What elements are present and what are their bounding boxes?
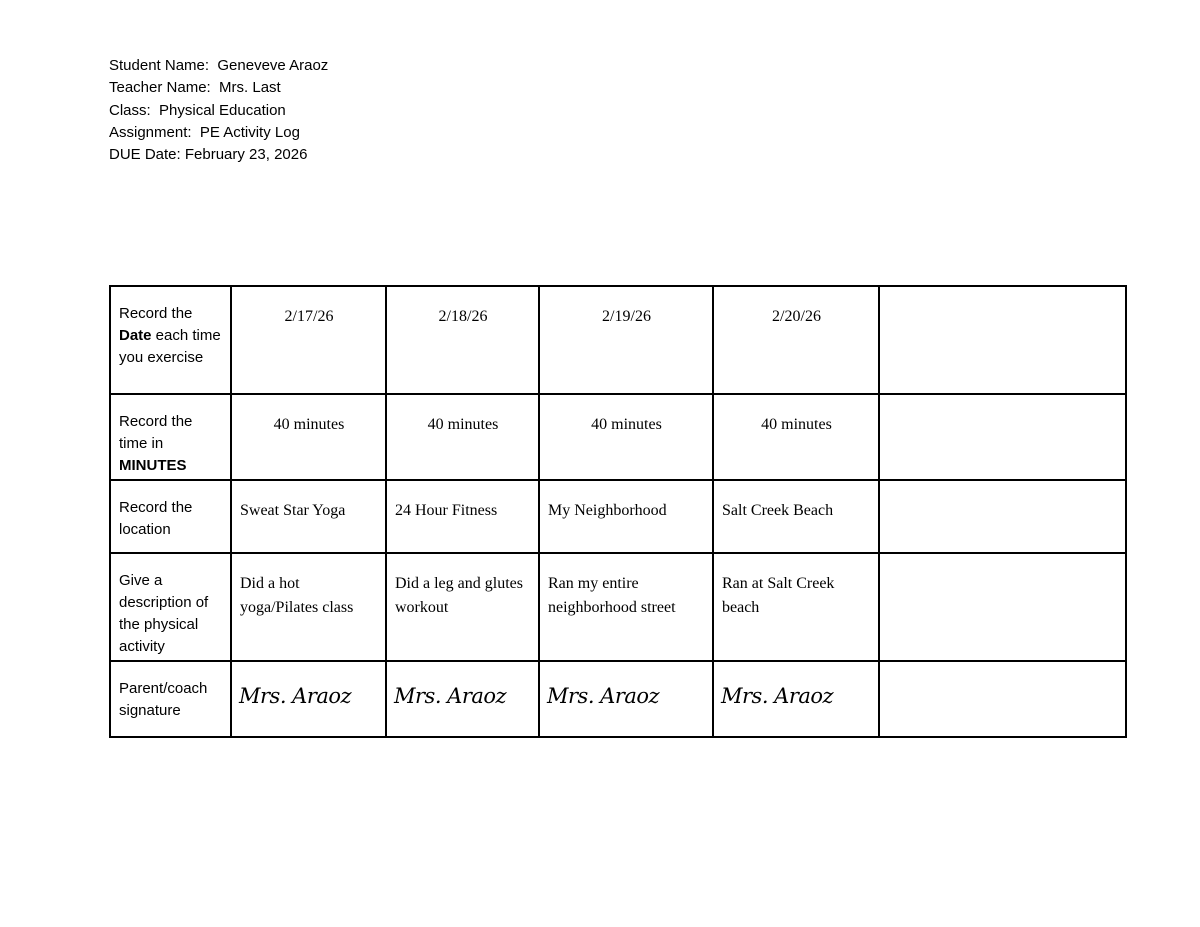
- date-cell[interactable]: 2/19/26: [539, 286, 713, 394]
- assignment-header: [109, 55, 328, 166]
- teacher-name: Teacher Name: Mrs. Last: [109, 79, 281, 97]
- date-cell[interactable]: 2/18/26: [386, 286, 539, 394]
- assignment-name: Assignment: PE Activity Log: [109, 123, 300, 141]
- signature-cell[interactable]: Mrs. Araoz: [713, 661, 879, 737]
- time-row: [110, 394, 1126, 480]
- location-cell[interactable]: My Neighborhood: [539, 480, 713, 553]
- date-cell[interactable]: 2/17/26: [231, 286, 386, 394]
- time-cell[interactable]: 40 minutes: [713, 394, 879, 480]
- date-row: [110, 286, 1126, 394]
- description-cell[interactable]: Did a hot yoga/Pilates class: [231, 553, 386, 661]
- signature-row-label: Parent/coach signature: [110, 661, 231, 737]
- description-row-label: Give a description of the physical activity: [110, 553, 231, 661]
- description-cell[interactable]: Ran at Salt Creek beach: [713, 553, 879, 661]
- date-cell[interactable]: 2/20/26: [713, 286, 879, 394]
- location-cell[interactable]: Salt Creek Beach: [713, 480, 879, 553]
- signature-cell[interactable]: Mrs. Araoz: [231, 661, 386, 737]
- time-cell[interactable]: 40 minutes: [386, 394, 539, 480]
- due-date: DUE Date: February 23, 2026: [109, 146, 308, 164]
- activity-log-table: [109, 285, 1127, 738]
- signature-cell[interactable]: Mrs. Araoz: [386, 661, 539, 737]
- description-cell[interactable]: [879, 553, 1126, 661]
- time-cell[interactable]: [879, 394, 1126, 480]
- location-row-label: Record the location: [110, 480, 231, 553]
- date-cell[interactable]: [879, 286, 1126, 394]
- location-cell[interactable]: 24 Hour Fitness: [386, 480, 539, 553]
- class-name: Class: Physical Education: [109, 101, 286, 119]
- location-row: [110, 480, 1126, 553]
- signature-cell[interactable]: Mrs. Araoz: [539, 661, 713, 737]
- signature-cell[interactable]: [879, 661, 1126, 737]
- location-cell[interactable]: [879, 480, 1126, 553]
- description-row: [110, 553, 1126, 661]
- description-cell[interactable]: Ran my entire neighborhood street: [539, 553, 713, 661]
- time-cell[interactable]: 40 minutes: [231, 394, 386, 480]
- description-cell[interactable]: Did a leg and glutes workout: [386, 553, 539, 661]
- date-row-label: Record the Date each time you exercise: [110, 286, 231, 394]
- student-name: Student Name: Geneveve Araoz: [109, 57, 329, 74]
- location-cell[interactable]: Sweat Star Yoga: [231, 480, 386, 553]
- signature-row: [110, 661, 1126, 737]
- time-row-label: Record the time in MINUTES: [110, 394, 231, 480]
- time-cell[interactable]: 40 minutes: [539, 394, 713, 480]
